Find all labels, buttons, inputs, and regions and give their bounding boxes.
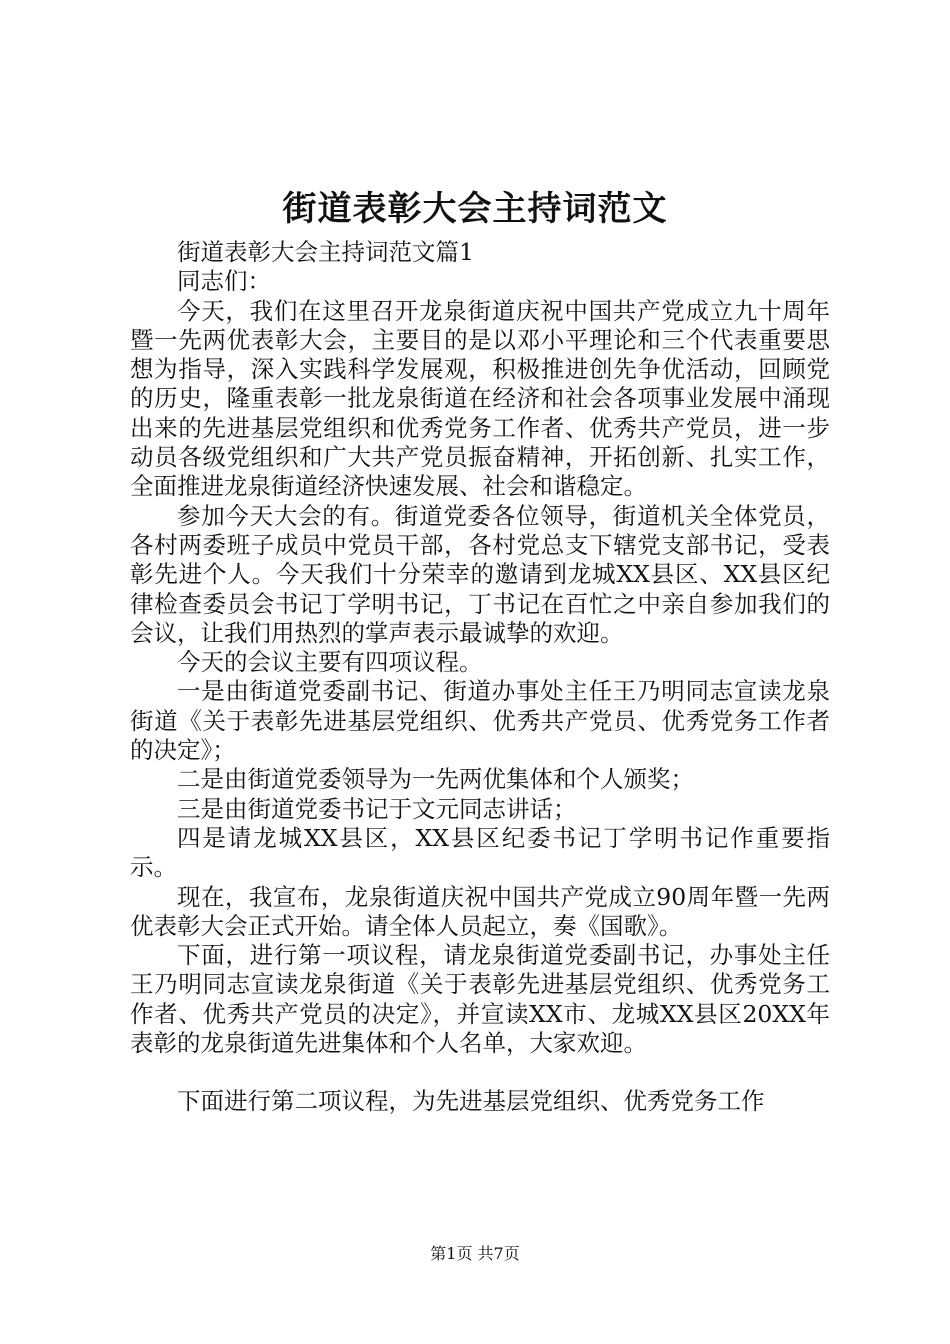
paragraph: 一是由街道党委副书记、街道办事处主任王乃明同志宣读龙泉街道《关于表彰先进基层党组织、优秀共产党员、优秀党务工作者的决定》； bbox=[130, 677, 830, 765]
paragraph: 下面，进行第一项议程，请龙泉街道党委副书记，办事处主任王乃明同志宣读龙泉街道《关于表彰先进基层党组织、优秀党务工作者、优秀共产党员的决定》，并宣读XX市、龙城XX县区20XX年表彰的龙泉街道先进集体和个人名单，大家欢迎。 bbox=[130, 941, 830, 1058]
paragraph: 今天的会议主要有四项议程。 bbox=[177, 648, 483, 677]
document-body bbox=[130, 238, 830, 1117]
paragraph: 二是由街道党委领导为一先两优集体和个人颁奖； bbox=[177, 765, 694, 794]
paragraph-subtitle: 街道表彰大会主持词范文篇1 bbox=[177, 238, 474, 266]
paragraph: 三是由街道党委书记于文元同志讲话； bbox=[177, 794, 577, 823]
paragraph: 今天，我们在这里召开龙泉街道庆祝中国共产党成立九十周年暨一先两优表彰大会，主要目的是以邓小平理论和三个代表重要思想为指导，深入实践科学发展观，积极推进创先争优活动，回顾党的历史，隆重表彰一批龙泉街道在经济和社会各项事业发展中涌现出来的先进基层党组织和优秀党务工作者、优秀共产党员，进一步动员各级党组织和广大共产党员振奋精神，开拓创新、扎实工作，全面推进龙泉街道经济快速发展、社会和谐稳定。 bbox=[130, 296, 830, 501]
paragraph: 四是请龙城XX县区，XX县区纪委书记丁学明书记作重要指示。 bbox=[130, 823, 830, 882]
paragraph: 参加今天大会的有。街道党委各位领导，街道机关全体党员，各村两委班子成员中党员干部，各村党总支下辖党支部书记，受表彰先进个人。今天我们十分荣幸的邀请到龙城XX县区、XX县区纪律检查委员会书记丁学明书记，丁书记在百忙之中亲自参加我们的会议，让我们用热烈的掌声表示最诚挚的欢迎。 bbox=[130, 501, 830, 647]
paragraph: 现在，我宣布，龙泉街道庆祝中国共产党成立90周年暨一先两优表彰大会正式开始。请全体人员起立，奏《国歌》。 bbox=[130, 882, 830, 940]
page-number-footer: 第1页 共7页 bbox=[430, 1244, 520, 1263]
document-title: 街道表彰大会主持词范文 bbox=[282, 189, 668, 229]
paragraph: 下面进行第二项议程，为先进基层党组织、优秀党务工作 bbox=[177, 1087, 765, 1116]
paragraph-salutation: 同志们： bbox=[177, 267, 271, 296]
